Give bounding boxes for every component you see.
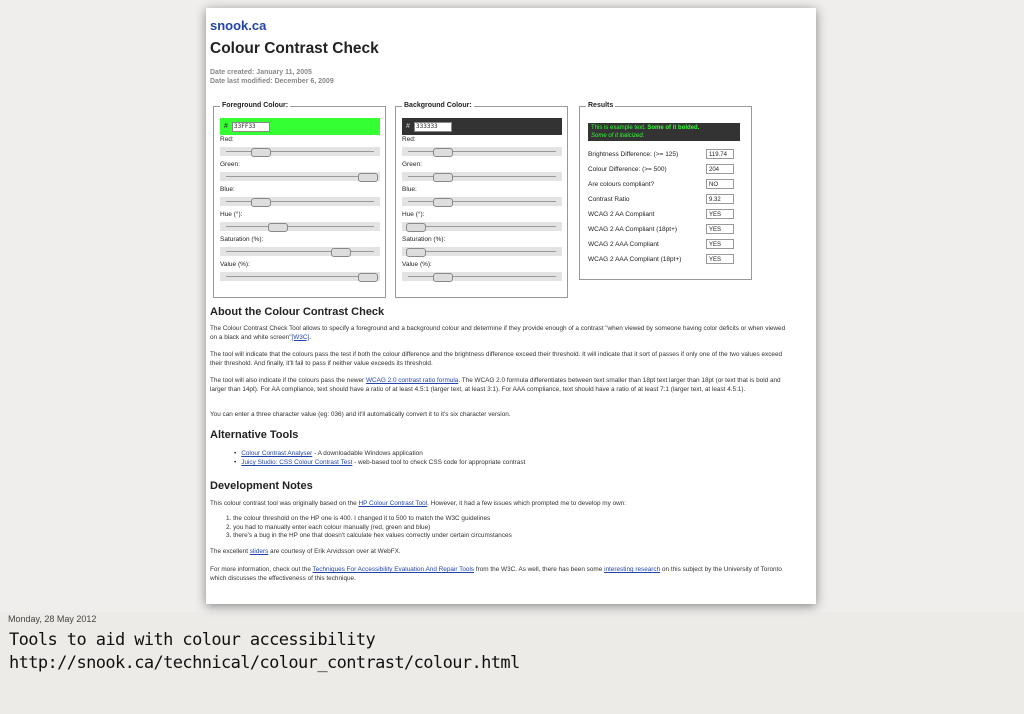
about-paragraph-1: The Colour Contrast Check Tool allows to specify a foreground and a background colour and determine if they provide enough of a contrast "when viewed by someone having color deficits or when viewed on a black and white screen"[W3C].	[210, 325, 786, 341]
date-created: Date created: January 11, 2005	[210, 69, 312, 76]
slider-track[interactable]	[220, 247, 380, 256]
page-title: Colour Contrast Check	[210, 40, 379, 57]
result-value: YES	[706, 224, 734, 234]
result-value: NO	[706, 179, 734, 189]
page-dates	[210, 68, 334, 86]
result-row	[588, 179, 740, 191]
alternatives-heading: Alternative Tools	[210, 429, 299, 441]
results-legend: Results	[588, 102, 614, 109]
dev-notes-heading: Development Notes	[210, 480, 313, 492]
slider-handle[interactable]	[433, 273, 453, 282]
result-value: YES	[706, 209, 734, 219]
interesting-research-link[interactable]: interesting research	[604, 566, 661, 573]
slider-line	[226, 201, 374, 202]
sample-italic: Some of it italicized.	[591, 133, 645, 139]
slider-handle[interactable]	[358, 273, 378, 282]
result-label: Brightness Difference: (>= 125)	[588, 151, 679, 158]
sliders-credit: The excellent sliders are courtesy of Erik Arvidsson over at WebFX.	[210, 548, 401, 555]
background-legend: Background Colour:	[404, 102, 472, 109]
result-label: WCAG 2 AA Compliant (18pt+)	[588, 226, 678, 233]
result-row	[588, 164, 740, 176]
slider-track[interactable]	[220, 272, 380, 281]
result-value: 204	[706, 164, 734, 174]
list-item: 1. the colour threshold on the HP one is 400. I changed it to 500 to match the W3C guidelines	[226, 515, 491, 522]
slider-line	[226, 176, 374, 177]
techniques-link[interactable]: Techniques For Accessibility Evaluation And Repair Tools	[312, 566, 475, 573]
slider-label: Value (%):	[220, 261, 250, 268]
alternatives-list	[234, 449, 525, 467]
slider-track[interactable]	[220, 222, 380, 231]
result-value: YES	[706, 239, 734, 249]
hash-label: #	[406, 123, 410, 130]
results-panel	[579, 102, 752, 280]
juicy-studio-link[interactable]: Juicy Studio: CSS Colour Contrast Test	[241, 459, 353, 466]
slider-label: Saturation (%):	[220, 236, 264, 243]
slider-label: Hue (°):	[402, 211, 425, 218]
slider-label: Red:	[402, 136, 416, 143]
result-row	[588, 194, 740, 206]
more-info: For more information, check out the Techniques For Accessibility Evaluation And Repair Tools from the W3C. As well, there has been some interesting research on this subject by the University of Toronto which discusses the effectiveness of this technique.	[210, 566, 782, 582]
slider-track[interactable]	[220, 197, 380, 206]
slider-track[interactable]	[402, 172, 562, 181]
slider-line	[408, 226, 556, 227]
slide-date: Monday, 28 May 2012	[8, 614, 97, 624]
list-item: • Colour Contrast Analyser - A downloadable Windows application	[234, 449, 525, 458]
about-heading: About the Colour Contrast Check	[210, 306, 385, 318]
foreground-legend: Foreground Colour:	[222, 102, 289, 109]
result-row	[588, 149, 740, 161]
result-row	[588, 209, 740, 221]
result-label: WCAG 2 AAA Compliant	[588, 241, 659, 248]
slider-track[interactable]	[220, 172, 380, 181]
caption-title: Tools to aid with colour accessibility	[9, 630, 376, 650]
webpage-screenshot	[206, 8, 816, 604]
dev-intro: This colour contrast tool was originally based on the HP Colour Contrast Tool. However, it had a few issues which prompted me to develop my own:	[210, 500, 627, 507]
slider-line	[408, 201, 556, 202]
slider-label: Red:	[220, 136, 234, 143]
about-paragraph-4: You can enter a three character value (eg: 036) and it'll automatically convert it to it's six character version.	[210, 411, 511, 418]
slider-label: Blue:	[220, 186, 235, 193]
slider-line	[408, 251, 556, 252]
result-value: 9.32	[706, 194, 734, 204]
slider-track[interactable]	[402, 147, 562, 156]
slider-line	[226, 276, 374, 277]
foreground-panel	[213, 102, 386, 298]
background-hex-input[interactable]: 333333	[414, 122, 452, 132]
list-item: 3. there's a bug in the HP one that doesn't calculate hex values correctly under certain circumstances	[226, 532, 512, 539]
result-value: 119.74	[706, 149, 734, 159]
result-label: Colour Difference: (>= 500)	[588, 166, 667, 173]
slider-label: Blue:	[402, 186, 417, 193]
sample-normal: This is example text.	[591, 125, 646, 131]
colour-contrast-analyser-link[interactable]: Colour Contrast Analyser	[241, 450, 313, 457]
slider-handle[interactable]	[268, 223, 288, 232]
slider-handle[interactable]	[433, 173, 453, 182]
slider-label: Green:	[402, 161, 422, 168]
slider-label: Value (%):	[402, 261, 432, 268]
about-paragraph-2: The tool will indicate that the colours pass the test if both the colour difference and the brightness difference exceed their threshold. It will indicate that it sort of passes if only one of the two values exceed their threshold. And finally, it'll fail to pass if neither value exceeds its threshold.	[210, 351, 783, 367]
wcag-formula-link[interactable]: WCAG 2.0 contrast ratio formula	[365, 377, 459, 384]
slider-handle[interactable]	[331, 248, 351, 257]
w3c-link[interactable]: [W3C]	[291, 333, 310, 341]
background-swatch	[402, 118, 562, 135]
slider-handle[interactable]	[433, 198, 453, 207]
slider-label: Green:	[220, 161, 240, 168]
about-paragraph-3: The tool will also indicate if the colours pass the newer WCAG 2.0 contrast ratio formula. The WCAG 2.0 formula differentiates between text smaller than 18pt text larger than 18pt (or text that is bold and larger than 14pt). For AA compliance, text should have a ratio of at least 4.5:1 (larger text, at least 3:1). For AAA compliance, text should have a ratio of at least 7:1 (larger text, at least 4.5:1).	[210, 377, 781, 393]
foreground-swatch	[220, 118, 380, 135]
slider-track[interactable]	[402, 222, 562, 231]
slider-line	[226, 226, 374, 227]
list-item: 2. you had to manually enter each colour manually (red, green and blue)	[226, 523, 431, 531]
result-label: WCAG 2 AAA Compliant (18pt+)	[588, 256, 682, 263]
slider-line	[408, 176, 556, 177]
slider-handle[interactable]	[251, 198, 271, 207]
foreground-hex-input[interactable]: 33FF33	[232, 122, 270, 132]
background-panel	[395, 102, 568, 298]
slider-handle[interactable]	[406, 248, 426, 257]
list-item: • Juicy Studio: CSS Colour Contrast Test - web-based tool to check CSS code for appropriate contrast	[234, 458, 525, 467]
result-row	[588, 239, 740, 251]
slider-handle[interactable]	[251, 148, 271, 157]
result-label: Are colours compliant?	[588, 181, 655, 188]
caption-url[interactable]: http://snook.ca/technical/colour_contrast/colour.html	[9, 653, 520, 673]
sliders-link[interactable]: sliders	[249, 548, 269, 555]
hp-tool-link[interactable]: HP Colour Contrast Tool	[358, 500, 428, 507]
slider-line	[408, 276, 556, 277]
slider-label: Hue (°):	[220, 211, 243, 218]
result-label: Contrast Ratio	[588, 196, 630, 203]
slider-track[interactable]	[220, 147, 380, 156]
result-value: YES	[706, 254, 734, 264]
slider-handle[interactable]	[406, 223, 426, 232]
date-modified: Date last modified: December 6, 2009	[210, 78, 334, 85]
slider-track[interactable]	[402, 197, 562, 206]
results-sample-text	[588, 123, 740, 141]
dev-notes-list	[226, 515, 512, 541]
result-row	[588, 254, 740, 266]
slider-line	[226, 251, 374, 252]
slider-handle[interactable]	[358, 173, 378, 182]
result-row	[588, 224, 740, 236]
slider-track[interactable]	[402, 247, 562, 256]
site-logo[interactable]: snook.ca	[210, 18, 267, 33]
slider-line	[408, 151, 556, 152]
slider-line	[226, 151, 374, 152]
sample-bold: Some of it bolded.	[647, 125, 700, 131]
slider-handle[interactable]	[433, 148, 453, 157]
result-label: WCAG 2 AA Compliant	[588, 211, 655, 218]
slider-track[interactable]	[402, 272, 562, 281]
hash-label: #	[224, 123, 228, 130]
slider-label: Saturation (%):	[402, 236, 446, 243]
